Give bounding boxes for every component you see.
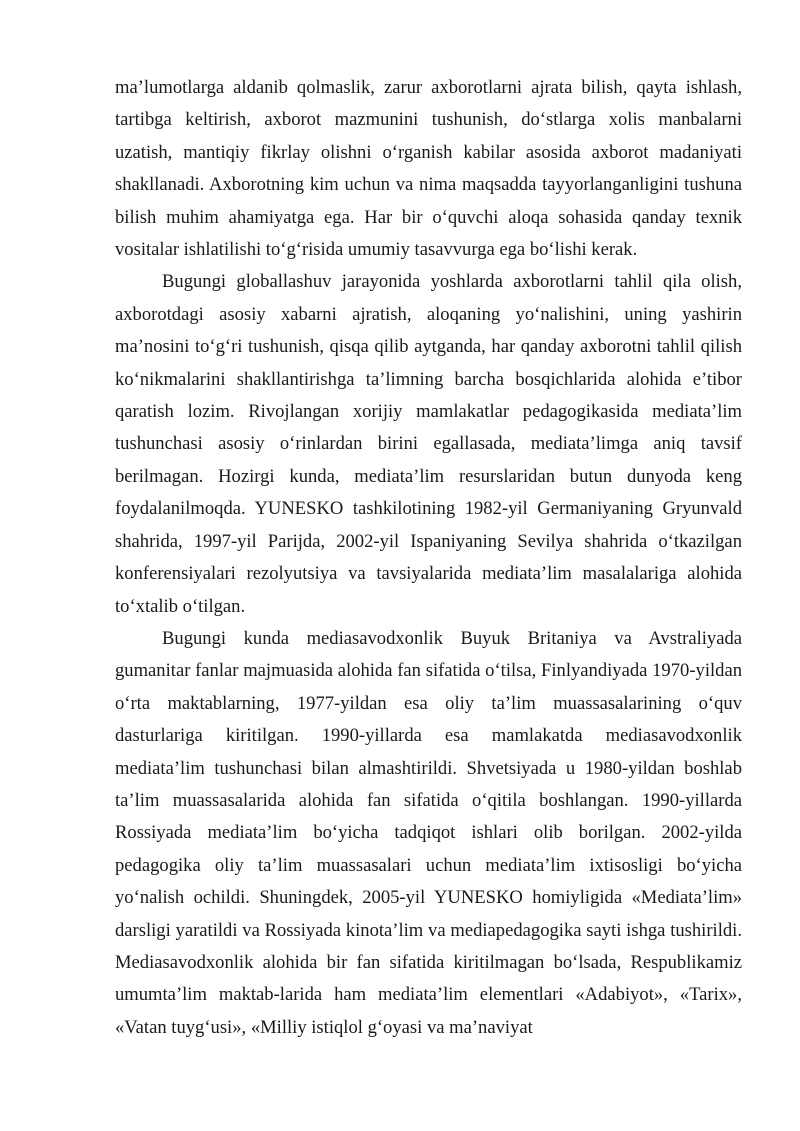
paragraph-media-literacy: Bugungi kunda mediasavodxonlik Buyuk Britaniya va Avstraliyada gumanitar fanlar majmuasida alohida fan sifatida o‘tilsa, Finlyandiyada 1970-yildan o‘rta maktablarning, 1977-yildan esa oliy ta’lim muassasalarining o‘quv dasturlariga kiritilgan. 1990-yillarda esa mamlakatda mediasavodxonlik mediata’lim tushunchasi bilan almashtirildi. Shvetsiyada u 1980-yildan boshlab ta’lim muassasalarida alohida fan sifatida o‘qitila boshlangan. 1990-yillarda Rossiyada mediata’lim bo‘yicha tadqiqot ishlari olib borilgan. 2002-yilda pedagogika oliy ta’lim muassasalari uchun mediata’lim ixtisosligi bo‘yicha yo‘nalish ochildi. Shuningdek, 2005-yil YUNESKO homiyligida «Mediata’lim» darsligi yaratildi va Rossiyada kinota’lim va mediapedagogika sayti ishga tushirildi. Mediasavodxonlik alohida bir fan sifatida kiritilmagan bo‘lsada, Respublikamiz umumta’lim maktab-larida ham mediata’lim elementlari «Adabiyot», «Tarix», «Vatan tuyg‘usi», «Milliy istiqlol g‘oyasi va ma’naviyat xyxy=(115,627,742,1038)
paragraph-continuation: ma’lumotlarga aldanib qolmaslik, zarur axborotlarni ajrata bilish, qayta ishlash, tartibga keltirish, axborot mazmunini tushunish, do‘stlarga xolis manbalarni uzatish, mantiqiy fikrlay olishni o‘rganish kabilar asosida axborot madaniyati shakllanadi. Axborotning kim uchun va nima maqsadda tayyorlanganligini tushuna bilish muhim ahamiyatga ega. Har bir o‘quvchi aloqa sohasida qanday texnik vositalar ishlatilishi to‘g‘risida umumiy tasavvurga ega bo‘lishi kerak. xyxy=(115,77,742,261)
body-text xyxy=(115,72,742,1044)
paragraph-globalization: Bugungi globallashuv jarayonida yoshlarda axborotlarni tahlil qila olish, axborotdagi asosiy xabarni ajratish, aloqaning yo‘nalishini, uning yashirin ma’nosini to‘g‘ri tushunish, qisqa qilib aytganda, har qanday axborotni tahlil qilish ko‘nikmalarini shakllantirishga ta’limning barcha bosqichlarida alohida e’tibor qaratish lozim. Rivojlangan xorijiy mamlakatlar pedagogikasida mediata’lim tushunchasi asosiy o‘rinlardan birini egallasada, mediata’limga aniq tavsif berilmagan. Hozirgi kunda, mediata’lim resurslaridan butun dunyoda keng foydalanilmoqda. YUNESKO tashkilotining 1982-yil Germaniyaning Gryunvald shahrida, 1997-yil Parijda, 2002-yil Ispaniyaning Sevilya shahrida o‘tkazilgan konferensiyalari rezolyutsiya va tavsiyalarida mediata’lim masalalariga alohida to‘xtalib o‘tilgan. xyxy=(115,271,742,617)
